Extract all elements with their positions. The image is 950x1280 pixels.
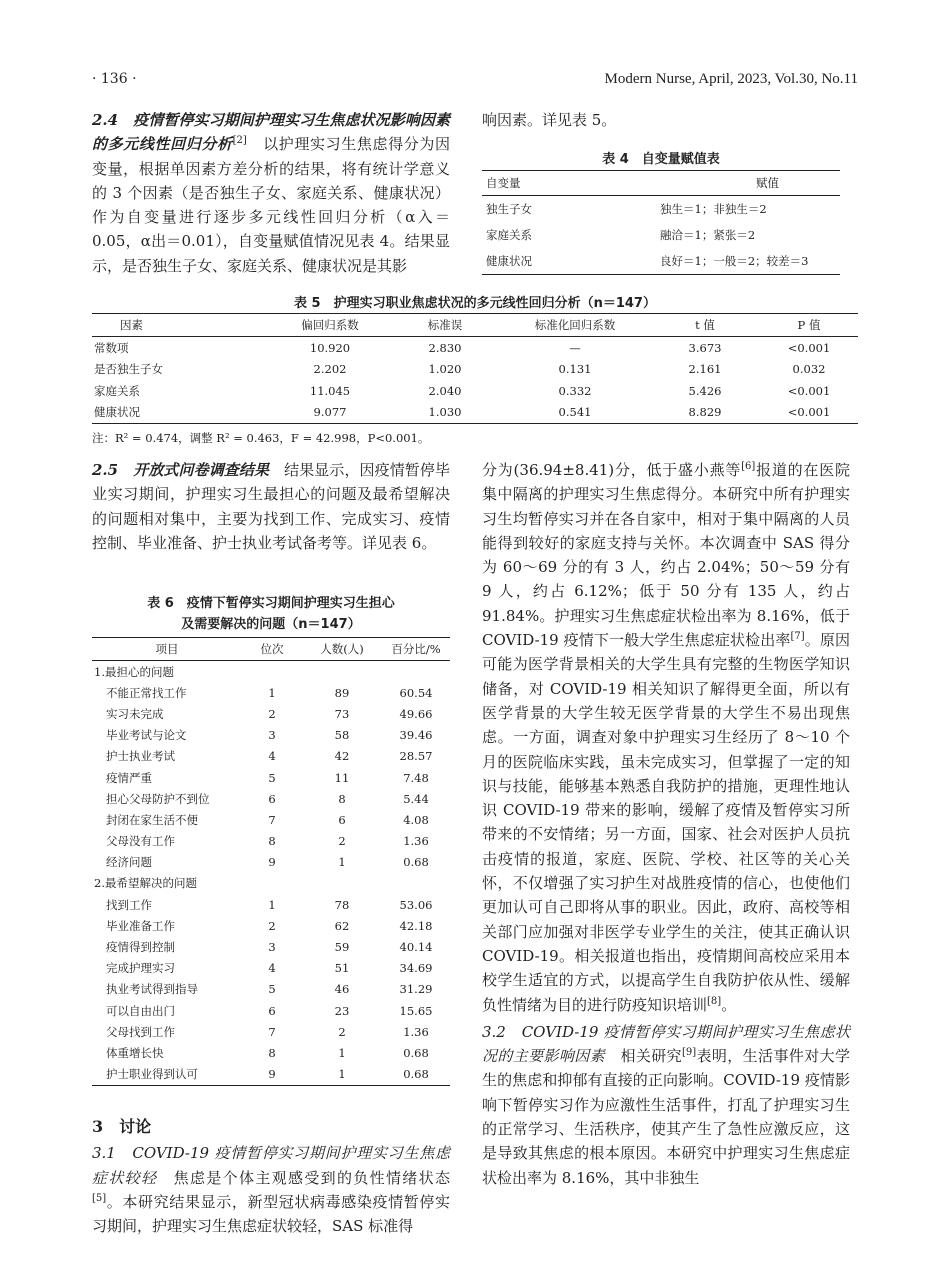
table-row <box>482 196 840 223</box>
table6-cell: 9 <box>268 855 276 870</box>
table6-cell: 5.44 <box>403 791 429 806</box>
section-2-5 <box>92 458 450 555</box>
table6-cell: 护士职业得到认可 <box>92 1064 242 1086</box>
table5-note: 注：R² = 0.474，调整 R² = 0.463，F = 42.998，P<0.001。 <box>92 431 430 445</box>
table6-cell: 1.36 <box>403 1024 429 1039</box>
table6-cell: 60.54 <box>399 685 433 700</box>
discussion-text-c: 。原因可能为医学背景相关的大学生具有完整的生物医学知识储备，对 COVID-19 相关知识了解得更全面，所以有医学背景的大学生较无医学背景的大学生不易出现焦虑。一方面，调查对象中护理实习生经历了 8～10 个月的医院临床实践，虽未完成实习，但掌握了一定的知识与技能，能够基本熟悉自我防护的措施，更理性地认识 COVID-19 带来的影响，缓解了疫情及暂停实习所带来的不安情绪；另一方面，国家、社会对医护人员抗击疫情的报道，家庭、医院、学校、社区等的关心关怀，不仅增强了实习护生对战胜疫情的信心，也使他们更加认可自己即将从事的职业。因此，政府、高校等相关部门应加强对非医学专业学生的关注，使其正确认识 COVID-19。相关报道也指出，疫情期间高校应采用本校学生适宜的方式，以提高学生自我防护依从性、缓解负性情绪为目的进行防疫知识培训 <box>482 631 850 1014</box>
table-row <box>92 402 858 424</box>
table6-cell: 42.18 <box>399 918 433 933</box>
table4-cell: 独生＝1；非独生＝2 <box>660 202 767 216</box>
table6-cell: 78 <box>334 897 350 912</box>
table6-cell: 7.48 <box>403 770 429 785</box>
table-row <box>92 1042 450 1063</box>
table6-cell: 39.46 <box>399 728 433 743</box>
table6-cell: 2 <box>338 834 346 849</box>
table4-cell: 独生子女 <box>486 202 532 216</box>
table5-cell: 0.541 <box>500 402 650 424</box>
table5-cell: 8.829 <box>650 402 760 424</box>
discussion-text-a: 分为(36.94±8.41)分，低于盛小燕等 <box>482 461 742 479</box>
table6-cell: 不能正常找工作 <box>106 685 187 700</box>
table6-group-title: 1.最担心的问题 <box>94 664 174 679</box>
table5-cell: 是否独生子女 <box>94 362 163 377</box>
table6-cell: 护士执业考试 <box>106 749 175 764</box>
table6 <box>92 637 450 1086</box>
table6-cell: 62 <box>334 918 350 933</box>
table6-cell: 毕业考试与论文 <box>106 728 187 743</box>
table6-cell: 可以自由出门 <box>106 1003 175 1018</box>
section-2-5-title: 2.5 开放式问卷调查结果 <box>92 461 270 479</box>
section-3 <box>92 1115 450 1238</box>
table6-cell: 体重增长快 <box>106 1045 164 1060</box>
section-2-4-title: 2.4 疫情暂停实习期间护理实习生焦虑状况影响因素的多元线性回归分析 <box>92 111 450 154</box>
table6-cell: 疫情严重 <box>106 770 152 785</box>
table6-cell: 9 <box>242 1064 302 1086</box>
table6-cell: 担心父母防护不到位 <box>106 791 210 806</box>
table5-cell: 常数项 <box>94 340 129 355</box>
table6-cell: 53.06 <box>399 897 433 912</box>
continuation-text: 响因素。详见表 5。 <box>482 111 617 129</box>
table6-cell: 完成护理实习 <box>106 961 175 976</box>
table6-cell: 2 <box>268 706 276 721</box>
table5-cell: 2.830 <box>428 340 462 355</box>
journal-info: Modern Nurse, April, 2023, Vol.30, No.11 <box>604 71 858 87</box>
table6-cell: 6 <box>338 812 346 827</box>
table6-group-title: 2.最希望解决的问题 <box>94 876 197 891</box>
table5-cell: 9.077 <box>270 402 390 424</box>
table6-header: 人数(人) <box>302 638 382 661</box>
table4-cell: 健康状况 <box>482 248 656 275</box>
table6-cell: 1.36 <box>403 834 429 849</box>
section-2-5-body: 结果显示，因疫情暂停毕业实习期间，护理实习生最担心的问题及最希望解决的问题相对集中，主要为找到工作、完成实习、疫情控制、毕业准备、护士执业考试备考等。详见表 6。 <box>92 461 450 552</box>
table6-cell: 7 <box>268 1024 276 1039</box>
table5-cell: 2.040 <box>428 383 462 398</box>
ref-2: [2] <box>232 135 247 147</box>
table-row <box>92 380 858 402</box>
table6-cell: 73 <box>334 706 350 721</box>
section-3-right-column <box>482 458 850 1190</box>
table-row <box>482 248 840 275</box>
table5-cell: <0.001 <box>787 340 831 355</box>
table-row <box>92 1000 450 1021</box>
table6-cell: 3 <box>268 940 276 955</box>
table6-cell: 4.08 <box>403 812 429 827</box>
table6-cell: 找到工作 <box>106 897 152 912</box>
table5-cell: 0.332 <box>558 383 592 398</box>
table6-cell: 毕业准备工作 <box>106 918 175 933</box>
table-row <box>92 831 450 852</box>
table5-header: 偏回归系数 <box>270 314 390 337</box>
table5-header: P 值 <box>760 314 858 337</box>
table5-cell: 1.020 <box>428 362 462 377</box>
table4-cell: 融洽＝1；紧张＝2 <box>660 228 756 242</box>
table5-header: 因素 <box>92 314 270 337</box>
section-3-2-title: 3.2 COVID-19 疫情暂停实习期间护理实习生焦虑状况的主要影响因素 <box>482 1022 850 1066</box>
section-3-1-body-b: 。本研究结果显示，新型冠状病毒感染疫情暂停实习期间，护理实习生焦虑症状较轻，SAS 标准得 <box>92 1192 450 1236</box>
table4-cell: 家庭关系 <box>486 228 532 242</box>
table4-header-var: 自变量 <box>482 171 656 196</box>
table6-cell: 6 <box>268 791 276 806</box>
table6-cell: 46 <box>334 982 350 997</box>
table6-caption-line1: 表 6 疫情下暂停实习期间护理实习生担心 <box>147 596 395 611</box>
table-row <box>92 788 450 809</box>
table-group-row <box>92 661 450 683</box>
table5-cell: 0.131 <box>558 362 592 377</box>
table5-cell: 2.202 <box>313 362 347 377</box>
table6-cell: 父母没有工作 <box>106 834 175 849</box>
table-row <box>92 725 450 746</box>
table-group-row <box>92 873 450 894</box>
section-2-4 <box>92 108 450 278</box>
table5 <box>92 313 858 424</box>
table-row <box>92 915 450 936</box>
table5-cell: 健康状况 <box>92 402 270 424</box>
table6-cell: 8 <box>338 791 346 806</box>
table5-cell: 5.426 <box>688 383 722 398</box>
table6-cell: 8 <box>268 834 276 849</box>
ref-6: [6] <box>741 461 756 472</box>
table-row <box>92 767 450 788</box>
table6-cell: 实习未完成 <box>106 706 164 721</box>
table6-cell: 7 <box>268 812 276 827</box>
table6-cell: 28.57 <box>399 749 433 764</box>
table-row <box>92 746 450 767</box>
page-number: · 136 · <box>92 71 137 87</box>
discussion-text-d: 。 <box>721 995 737 1014</box>
table6-cell: 父母找到工作 <box>106 1024 175 1039</box>
section-3-title: 3 讨论 <box>92 1117 152 1136</box>
table6-cell: 59 <box>334 940 350 955</box>
table6-cell: 经济问题 <box>106 855 152 870</box>
table-row <box>92 852 450 873</box>
table4 <box>482 170 840 275</box>
table6-cell: 0.68 <box>382 1064 450 1086</box>
table6-cell: 6 <box>268 1003 276 1018</box>
section-2-4-body: 以护理实习生焦虑得分为因变量，根据单因素方差分析的结果，将有统计学意义的 3 个因素（是否独生子女、家庭关系、健康状况）作为自变量进行逐步多元线性回归分析（α入＝0.05，α出＝0.01），自变量赋值情况见表 4。结果显示，是否独生子女、家庭关系、健康状况是其影 <box>92 135 450 275</box>
section-2-4-continuation <box>482 108 852 132</box>
table6-cell: 1 <box>268 685 276 700</box>
table6-cell: 49.66 <box>399 706 433 721</box>
table6-cell: 2 <box>268 918 276 933</box>
ref-7: [7] <box>790 631 805 643</box>
table5-header: t 值 <box>650 314 760 337</box>
table6-cell: 1 <box>338 1045 346 1060</box>
ref-5: [5] <box>92 1192 107 1204</box>
table-row <box>92 1064 450 1086</box>
table5-cell: — <box>569 340 581 355</box>
ref-8: [8] <box>707 995 722 1007</box>
table6-cell: 执业考试得到指导 <box>106 982 198 997</box>
table-row <box>482 222 840 248</box>
table6-cell: 8 <box>268 1045 276 1060</box>
table-row <box>92 703 450 724</box>
section-3-1-title: 3.1 COVID-19 疫情暂停实习期间护理实习生焦虑症状较轻 <box>92 1144 450 1187</box>
table6-cell: 1 <box>302 1064 382 1086</box>
table6-caption-line2: 及需要解决的问题（n＝147） <box>181 617 361 632</box>
table5-cell: 10.920 <box>309 340 351 355</box>
table6-cell: 封闭在家生活不便 <box>106 812 198 827</box>
table-row <box>92 682 450 703</box>
table6-cell: 34.69 <box>399 961 433 976</box>
table5-cell: 3.673 <box>688 340 722 355</box>
table6-header: 百分比/% <box>382 638 450 661</box>
table6-cell: 4 <box>268 749 276 764</box>
table5-header: 标准误 <box>390 314 500 337</box>
discussion-text-b: 报道的在医院集中隔离的护理实习生焦虑得分。本研究中所有护理实习生均暂停实习并在各自家中，相对于集中隔离的人员能得到较好的家庭支持与关怀。本次调查中 SAS 得分为 60～69 分的有 3 人，约占 2.04%；50～59 分有 9 人，约占 6.12%；低于 50 分有 135 人，约占 91.84%。护理实习生焦虑症状检出率为 8.16%，低于 COVID-19 疫情下一般大学生焦虑症状检出率 <box>482 461 850 650</box>
table5-cell: 0.032 <box>792 362 826 377</box>
table6-cell: 0.68 <box>403 1045 429 1060</box>
table6-cell: 0.68 <box>403 855 429 870</box>
table-row <box>92 1021 450 1042</box>
table5-header: 标准化回归系数 <box>500 314 650 337</box>
table5-cell: <0.001 <box>760 402 858 424</box>
table6-cell: 4 <box>268 961 276 976</box>
table6-cell: 42 <box>334 749 350 764</box>
table5-cell: 1.030 <box>390 402 500 424</box>
section-3-2-body-b: 表明，生活事件对大学生的焦虑和抑郁有直接的正向影响。COVID-19 疫情影响下暂停实习作为应激性生活事件，打乱了护理实习生的正常学习、生活秩序，使其产生了急性应激反应，这是导致其焦虑的根本原因。本研究中护理实习生焦虑症状检出率为 8.16%，其中非独生 <box>482 1047 850 1187</box>
table6-cell: 3 <box>268 728 276 743</box>
table6-cell: 31.29 <box>399 982 433 997</box>
table6-cell: 23 <box>334 1003 350 1018</box>
table-row <box>92 894 450 915</box>
table-row <box>92 337 858 359</box>
table6-cell: 89 <box>334 685 350 700</box>
table-row <box>92 359 858 381</box>
table6-cell: 58 <box>334 728 350 743</box>
table6-cell: 51 <box>334 961 350 976</box>
table6-cell: 疫情得到控制 <box>106 940 175 955</box>
table6-header: 项目 <box>92 638 242 661</box>
table6-cell: 15.65 <box>399 1003 433 1018</box>
table6-header: 位次 <box>242 638 302 661</box>
table6-cell: 11 <box>334 770 350 785</box>
table6-cell: 2 <box>338 1024 346 1039</box>
section-3-1-body-a: 焦虑是个体主观感受到的负性情绪状态 <box>173 1168 450 1187</box>
table-row <box>92 958 450 979</box>
table5-cell: 家庭关系 <box>94 383 140 398</box>
section-3-2-body-a: 相关研究 <box>620 1047 682 1066</box>
table5-cell: <0.001 <box>787 383 831 398</box>
table6-cell: 1 <box>268 897 276 912</box>
table-row <box>92 936 450 957</box>
table6-cell: 40.14 <box>399 940 433 955</box>
ref-9: [9] <box>681 1047 697 1059</box>
table6-cell: 5 <box>268 982 276 997</box>
table6-cell: 1 <box>338 855 346 870</box>
table5-caption: 表 5 护理实习职业焦虑状况的多元线性回归分析（n＝147） <box>294 296 656 311</box>
table-row <box>92 979 450 1000</box>
table5-cell: 11.045 <box>309 383 351 398</box>
table6-cell: 5 <box>268 770 276 785</box>
table5-cell: 2.161 <box>688 362 722 377</box>
table-row <box>92 809 450 830</box>
table4-header-value: 赋值 <box>656 171 840 196</box>
table4-cell: 良好＝1；一般＝2；较差＝3 <box>656 248 840 275</box>
table4-caption: 表 4 自变量赋值表 <box>602 152 720 167</box>
